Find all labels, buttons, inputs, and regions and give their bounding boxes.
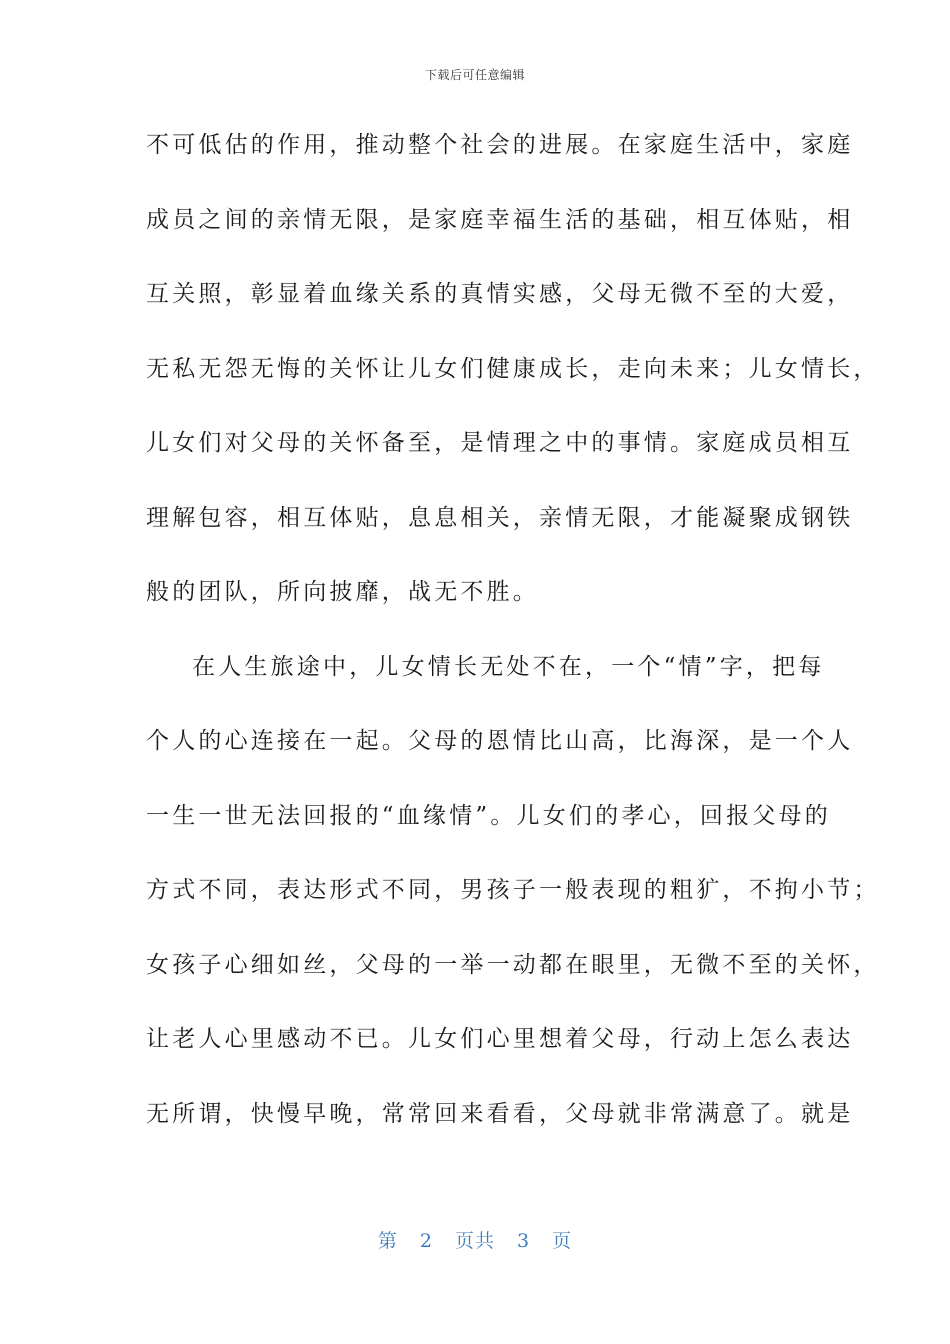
body-line: 儿女们对父母的关怀备至，是情理之中的事情。家庭成员相互 — [146, 430, 854, 456]
body-line: 女孩子心细如丝，父母的一举一动都在眼里，无微不至的关怀， — [146, 951, 880, 978]
footer-suffix: 页 — [552, 1230, 573, 1252]
page-number-footer — [0, 1226, 950, 1253]
body-line: 般的团队，所向披靡，战无不胜。 — [146, 579, 539, 605]
body-line: 不可低估的作用，推动整个社会的进展。在家庭生活中，家庭 — [146, 132, 854, 158]
footer-current-page: 2 — [419, 1230, 433, 1252]
body-line: 成员之间的亲情无限，是家庭幸福生活的基础，相互体贴，相 — [146, 206, 854, 233]
body-line: 让老人心里感动不已。儿女们心里想着父母，行动上怎么表达 — [146, 1026, 854, 1052]
body-line: 一生一世无法回报的“血缘情”。儿女们的孝心，回报父母的 — [146, 802, 831, 829]
body-line: 无私无怨无悔的关怀让儿女们健康成长，走向未来；儿女情长， — [146, 355, 880, 382]
body-line: 方式不同，表达形式不同，男孩子一般表现的粗犷，不拘小节； — [146, 877, 880, 903]
body-line: 理解包容，相互体贴，息息相关，亲情无限，才能凝聚成钢铁 — [146, 504, 854, 531]
document-body — [146, 125, 880, 1168]
page-header-note: 下载后可任意编辑 — [424, 68, 525, 82]
body-line: 无所谓，快慢早晚，常常回来看看，父母就非常满意了。就是 — [146, 1100, 854, 1127]
body-line: 个人的心连接在一起。父母的恩情比山高，比海深，是一个人 — [146, 728, 854, 754]
footer-middle: 页共 — [454, 1230, 495, 1252]
paragraph-start-line: 在人生旅途中，儿女情长无处不在，一个“情”字，把每 — [192, 653, 825, 680]
body-line: 互关照，彰显着血缘关系的真情实感，父母无微不至的大爱， — [146, 281, 854, 307]
footer-prefix: 第 — [377, 1230, 398, 1252]
footer-total-pages: 3 — [517, 1230, 531, 1252]
